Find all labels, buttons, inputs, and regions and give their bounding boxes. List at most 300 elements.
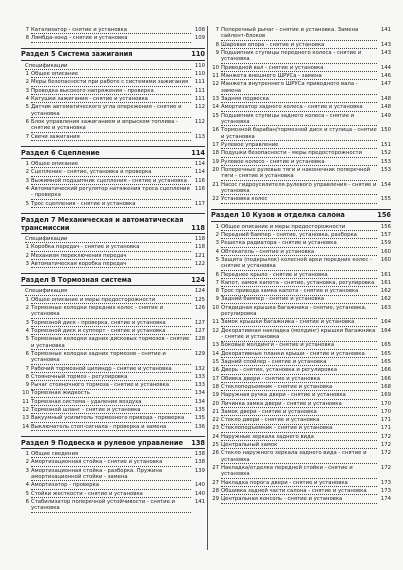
toc-entry [211,81,391,95]
entry-page-number: 162 [380,288,391,295]
entry-page-number: 112 [194,118,205,125]
toc-entry [211,409,391,416]
entry-number: 5 [215,256,219,263]
entry-number: 12 [22,407,29,414]
entry-number: 9 [215,50,219,56]
entry-page-number: 134 [194,398,205,405]
toc-entry [211,42,391,49]
entry-page-number: 155 [380,196,391,203]
toc-entry [21,320,205,327]
entry-number: 25 [212,442,219,449]
entry-page-number: 146 [380,73,391,79]
toc-entry [21,424,205,431]
section-page-number: 110 [191,50,205,59]
toc-entry [211,257,391,271]
entry-title: Наружные зеркала заднего вида [221,434,377,441]
toc-entry [21,451,205,458]
entry-page-number: 111 [194,87,205,94]
entry-title: Стеклоподъемник - снятие и установка [221,425,377,432]
toc-entry [21,88,205,95]
toc-entry [21,261,205,268]
toc-entry [21,79,205,86]
entry-page-number: 164 [380,327,391,334]
entry-number: 16 [212,367,219,374]
entry-number: 1 [25,161,29,167]
entry-number: 7 [25,365,29,372]
entry-title: Рабочий тормозной цилиндр - снятие и установка [31,366,191,373]
entry-title: Задняя подвеска [221,96,377,103]
toc-entry [211,401,391,408]
entry-title: Тормозные колодки задних дисковых тормозов - снятие и установка [31,336,190,349]
toc-entry [211,182,391,196]
entry-number: 14 [212,350,219,357]
entry-number: 7 [215,279,219,286]
toc-entry [21,201,205,208]
toc-entry [21,63,205,70]
toc-entry [211,351,391,358]
entry-page-number: 134 [194,390,205,397]
entry-page-number: 153 [380,166,391,173]
entry-title: Спецификации [25,236,191,243]
toc-entry [211,442,391,449]
entry-page-number: 171 [380,425,391,432]
entry-title: Манжета внутреннего ШРУСа приводного вала - замена [221,81,377,95]
entry-number: 16 [212,127,219,134]
entry-page-number: 160 [380,248,391,255]
entry-title: Тормозная жидкость [31,390,191,397]
toc-entry [21,161,205,168]
entry-title: Подушки безопасности - меры предосторожности [221,150,377,157]
entry-page-number: 170 [380,408,391,415]
entry-number: 9 [25,382,29,389]
entry-title: Центральная консоль - снятие и установка [221,496,377,503]
entry-title: Свечи зажигания [31,134,191,141]
entry-page-number: 110 [194,62,205,69]
entry-number: 10 [22,390,29,397]
entry-page-number: 113 [194,133,205,140]
entry-title: Тормозной диск - проверка, снятие и установка [31,320,191,327]
entry-page-number: 122 [194,260,205,267]
toc-section-heading [21,48,205,61]
entry-number: 1 [25,71,29,77]
entry-title: Выключатель стоп-сигнала - проверка и замена [31,424,191,431]
entry-title: Общее описание и меры предосторожности [221,224,377,231]
entry-number: 18 [212,383,219,390]
entry-number: 3 [25,87,29,94]
entry-page-number: 173 [380,479,391,486]
toc-entry [211,488,391,495]
entry-number: 27 [212,465,219,472]
entry-title: Обивка двери - снятие и установка [221,376,377,383]
entry-page-number: 144 [380,64,391,71]
entry-number: 5 [25,104,29,111]
entry-number: 20 [212,166,219,173]
entry-number: 3 [25,467,29,474]
entry-title: Общее описание и меры предосторожности [31,297,191,304]
entry-title: Накладка порога двери - снятие и установка [221,480,377,487]
toc-entry [21,482,205,489]
toc-entry [21,288,205,295]
entry-title: Стеклоподъемник - снятие и установка [221,384,377,391]
entry-title: Декоративная накладка (молдинг) крышки багажника - снятие и установка [221,327,376,341]
entry-page-number: 172 [380,465,391,472]
entry-page-number: 141 [380,27,391,33]
entry-number: 10 [212,304,219,311]
entry-title: Манжета внешнего ШРУСа - замена [221,73,377,80]
entry-number: 4 [25,95,29,102]
entry-title: Стекло наружного зеркала заднего вида - снятие и установка [221,450,377,464]
entry-title: Амортизационная стойка - разборка. Пружина амортизационной стойки - замена [31,468,191,482]
toc-entry [21,399,205,406]
entry-page-number: 174 [380,496,391,503]
entry-number: 19 [212,158,219,165]
toc-entry [211,359,391,366]
entry-page-number: 164 [380,319,391,326]
entry-number: 2 [25,304,29,311]
entry-page-number: 111 [194,95,205,102]
entry-title: Личинка замка двери - снятие и установка [221,401,377,408]
entry-page-number: 109 [194,35,205,42]
section-page-number: 156 [377,211,391,220]
section-page-number: 118 [191,223,205,232]
entry-title: Приводной вал - снятие и установка [221,65,377,72]
entry-number: 8 [25,35,29,42]
toc-entry [21,351,205,365]
toc-section-heading [21,273,205,286]
toc-entry [211,280,391,287]
entry-page-number: 169 [380,392,391,399]
entry-number: 21 [212,181,219,188]
entry-page-number: 112 [194,104,205,111]
entry-page-number: 136 [194,423,205,430]
toc-entry [211,496,391,503]
toc-entry [211,142,391,149]
entry-title: Сцепление - снятие, установка и проверка [31,169,191,176]
entry-title: Установка колес [221,196,377,203]
entry-title: Меры безопасности при работе с системами зажигания [31,79,191,86]
toc-entry [211,367,391,374]
entry-title: Тормозная система - удаление воздуха [31,399,191,406]
entry-page-number: 147 [380,81,391,88]
entry-page-number: 110 [194,71,205,77]
entry-title: Коробка передач - снятие и установка [31,244,191,251]
entry-number: 17 [212,142,219,148]
toc-entry [21,305,205,319]
entry-title: Стояночный тормоз - регулировка [31,374,191,381]
entry-number: 17 [212,375,219,382]
toc-entry [211,150,391,157]
entry-page-number: 129 [194,350,205,357]
toc-entry [21,374,205,381]
toc-entry [211,319,391,326]
entry-title: Подшипник ступицы переднего колеса - снятие и установка [221,50,377,64]
entry-page-number: 168 [380,383,391,390]
entry-page-number: 143 [380,41,391,48]
entry-title: Защита (подкрылок) колесной арки передних колес - снятие и установка [221,257,377,271]
entry-number: 11 [212,73,219,79]
entry-title: Блок управления зажиганием и впрыском топлива - снятие и установка [31,119,191,133]
toc-entry [211,196,391,203]
section-title: Раздел 9 Подвеска и рулевое управление [21,438,183,447]
entry-page-number: 156 [380,223,391,230]
entry-title: Обтекатель - снятие и установка [221,249,377,256]
entry-page-number: 111 [194,79,205,86]
entry-number: 8 [25,373,29,380]
entry-page-number: 171 [380,417,391,424]
toc-entry [211,425,391,432]
entry-title: Тормозной барабан/тормозной диск и ступица - снятие и установка [221,127,377,140]
entry-number: 23 [212,425,219,432]
entry-title: Лямбда-зонд - снятие и установка [31,35,191,42]
toc-entry [211,296,391,303]
toc-entry [211,240,391,247]
entry-title: Тормозные колодки задних тормозов - снятие и установка [31,351,191,365]
entry-number: 3 [25,260,29,267]
section-title: Раздел 7 Механическая и автоматическая трансмиссии [21,215,184,232]
entry-page-number: 165 [380,350,391,357]
entry-page-number: 128 [194,336,205,343]
entry-title: Амортизатор заднего колеса - снятие и установка [221,104,377,111]
toc-entry [211,113,391,127]
entry-number: 2 [25,252,29,259]
entry-number: 1 [25,244,29,251]
toc-entry [21,415,205,422]
toc-entry [21,244,205,251]
entry-title: Декоративные планки крыши - снятие и установка [221,351,377,358]
toc-entry [21,71,205,78]
entry-number: 4 [25,327,29,334]
entry-title: Трос привода замка капота - снятие и установка [221,288,377,295]
entry-number: 6 [215,271,219,278]
toc-entry [211,465,391,479]
entry-number: 5 [25,200,29,207]
entry-title: Трос сцепления - снятие и установка [31,201,191,208]
section-title: Раздел 5 Система зажигания [21,50,133,59]
entry-page-number: 108 [194,27,205,33]
entry-title: Тормозные колодки передних колес - снятие и установка [31,305,191,319]
toc-entry [21,297,205,304]
entry-title: Вакуумный усилитель тормозного привода - проверка [31,415,191,422]
entry-page-number: 159 [380,240,391,247]
entry-page-number: 143 [380,50,391,56]
entry-page-number: 150 [380,127,391,134]
entry-number: 14 [212,104,219,111]
entry-number: 3 [25,177,29,184]
entry-number: 5 [25,336,29,343]
entry-page-number: 141 [194,498,205,505]
toc-entry [21,382,205,389]
entry-number: 2 [25,459,29,466]
toc-entry [211,232,391,239]
toc-entry [21,178,205,185]
section-title: Раздел 8 Тормозная система [21,275,132,284]
entry-title: Общие сведения [31,451,191,458]
entry-title: Центральный замок [221,442,377,449]
toc-entry [21,253,205,260]
entry-title: Катализатор - снятие и установка [31,27,191,34]
entry-title: Поперечный рычаг - снятие и установка. Замена сайлент-блоков [221,27,377,41]
entry-page-number: 165 [380,342,391,349]
entry-number: 2 [25,79,29,86]
entry-title: Обшивка задней части салона - снятие и установка [221,488,377,495]
toc-entry [21,96,205,103]
entry-number: 11 [212,319,219,326]
toc-entry [211,272,391,279]
entry-page-number: 118 [194,244,205,251]
entry-title: Поперечные рулевые тяги и наконечник поперечной тяги - снятие и установка [221,167,377,181]
entry-page-number: 132 [194,365,205,372]
entry-number: 7 [215,27,219,33]
entry-page-number: 124 [194,288,205,295]
entry-number: 24 [212,433,219,440]
entry-title: Выжимной подшипник сцепления - снятие и установка [31,178,191,185]
entry-number: 4 [25,482,29,489]
entry-page-number: 172 [380,442,391,449]
toc-entry [21,499,205,513]
entry-number: 1 [25,296,29,303]
toc-entry [21,407,205,414]
toc-entry [211,73,391,80]
entry-page-number: 149 [380,112,391,119]
entry-title: Наружная ручка двери - снятие и установка [221,392,377,399]
entry-page-number: 153 [380,158,391,165]
entry-number: 22 [212,196,219,203]
toc-section-heading [21,213,205,234]
entry-page-number: 118 [194,236,205,242]
entry-number: 11 [22,398,29,405]
toc-entry [211,376,391,383]
toc-entry [211,288,391,295]
toc-section-heading [21,436,205,449]
entry-number: 2 [215,232,219,238]
entry-title: Общее описание [31,71,191,78]
entry-page-number: 125 [194,296,205,303]
entry-page-number: 127 [194,327,205,334]
entry-title: Подшипник ступицы заднего колеса - снятие и установка [221,113,377,127]
entry-title: Накладка/отделка передней стойки - снятие и установка [221,465,377,479]
entry-title: Спецификация [25,288,191,295]
entry-number: 27 [212,479,219,486]
entry-number: 4 [25,185,29,192]
entry-title: Замок двери - снятие и установка [221,409,377,416]
entry-page-number: 166 [380,367,391,374]
entry-number: 22 [212,417,219,424]
toc-entry [211,305,391,319]
toc-entry [21,119,205,133]
toc-entry [211,392,391,399]
entry-page-number: 148 [380,96,391,102]
entry-page-number: 140 [194,490,205,497]
entry-number: 6 [25,350,29,357]
entry-title: Капот, замок капота - снятие, установка, регулировка [221,280,377,287]
entry-title: Спецификации [25,63,191,70]
entry-number: 4 [215,248,219,255]
toc-entry [211,50,391,64]
toc-left-column [21,27,205,514]
toc-entry [21,134,205,141]
entry-page-number: 166 [380,375,391,382]
entry-page-number: 172 [380,450,391,457]
toc-entry [211,249,391,256]
section-page-number: 124 [191,275,205,284]
entry-number: 12 [212,81,219,88]
entry-title: Стойки жесткости - снятие и установка [31,491,191,498]
entry-title: Задний бампер - снятие и установка [221,296,377,303]
entry-title: Задний спойлер - снятие и установка [221,359,377,366]
entry-title: Шаровая опора - снятие и установка [221,42,377,49]
entry-page-number: 135 [194,407,205,414]
toc-entry [211,96,391,103]
entry-title: Проводка высокого напряжения - проверка [31,88,191,95]
section-title: Раздел 10 Кузов и отделка салона [211,211,345,220]
entry-page-number: 133 [194,373,205,380]
toc-entry [21,104,205,118]
toc-entry [21,27,205,34]
entry-number: 18 [212,150,219,157]
toc-section-heading [21,146,205,159]
entry-page-number: 165 [380,359,391,366]
entry-number: 13 [212,342,219,349]
entry-page-number: 157 [380,232,391,238]
entry-page-number: 138 [194,459,205,466]
entry-number: 15 [212,359,219,366]
entry-page-number: 139 [194,467,205,474]
toc-entry [21,236,205,243]
entry-title: Общее описание [31,161,191,168]
entry-number: 19 [212,392,219,399]
entry-page-number: 152 [380,150,391,157]
toc-entry [21,169,205,176]
entry-page-number: 133 [194,382,205,389]
entry-page-number: 116 [194,185,205,192]
toc-entry [211,159,391,166]
entry-page-number: 161 [380,271,391,278]
toc-entry [21,336,205,350]
entry-page-number: 162 [380,296,391,303]
toc-entry [21,459,205,466]
toc-entry [21,366,205,373]
entry-page-number: 140 [194,482,205,489]
toc-entry [211,434,391,441]
toc-entry [211,127,391,141]
entry-title: Насос гидроусилителя рулевого управления - снятие и установка [221,181,377,194]
toc-entry [21,35,205,42]
entry-number: 1 [215,223,219,230]
toc-entry [21,328,205,335]
entry-number: 6 [25,118,29,125]
entry-page-number: 117 [194,200,205,207]
entry-page-number: 138 [194,451,205,458]
entry-title: Датчик автоматического угла опережения - снятие и установка [31,104,191,118]
entry-title: Рулевое управление [221,142,377,149]
entry-page-number: 116 [194,177,205,184]
toc-entry [21,390,205,397]
entry-number: 7 [25,27,29,33]
entry-page-number: 161 [380,279,391,286]
entry-page-number: 151 [380,142,391,148]
toc-entry [21,468,205,482]
entry-number: 1 [25,451,29,458]
entry-number: 20 [212,400,219,407]
entry-number: 13 [22,415,29,422]
entry-title: Тормозной диск и суппорт - снятие и установка [31,328,191,335]
entry-page-number: 163 [380,304,391,311]
toc-entry [211,65,391,72]
entry-number: 8 [215,41,219,48]
entry-title: Амортизационная стойка - снятие и установка [31,459,191,466]
toc-entry [211,328,391,342]
entry-title: Переднее крыло - снятие и установка [221,272,377,279]
